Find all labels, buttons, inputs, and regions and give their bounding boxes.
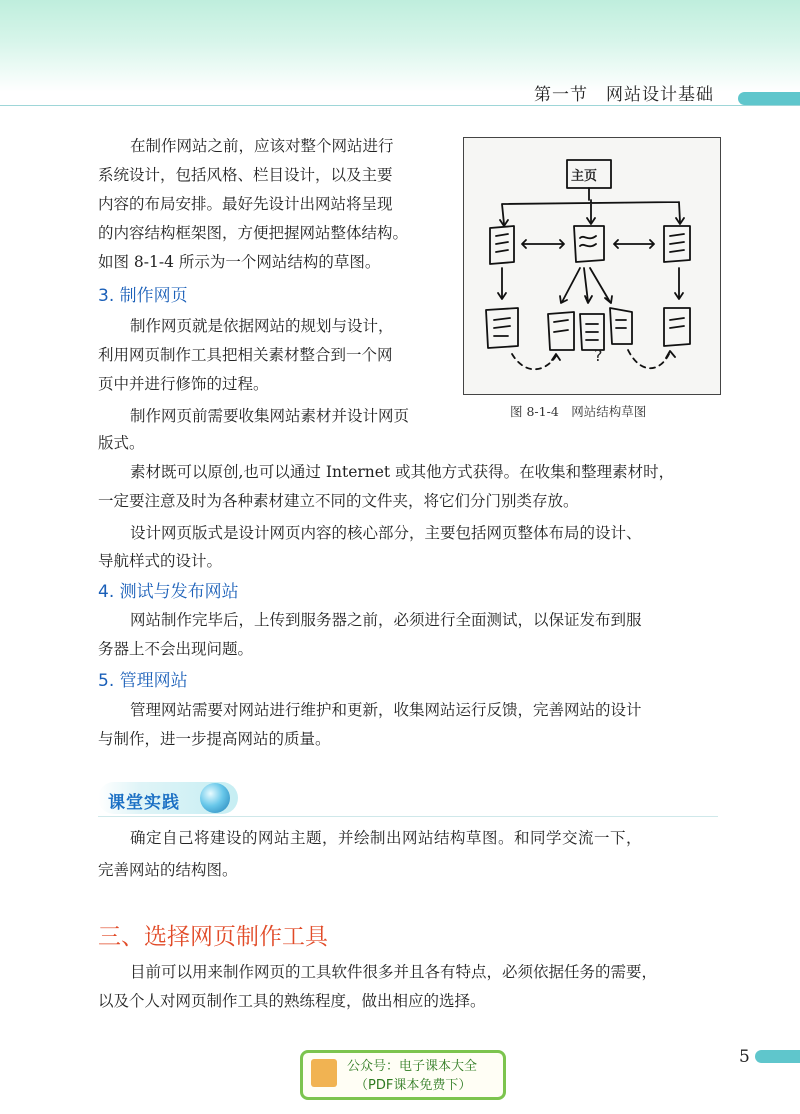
header-accent-bar xyxy=(738,92,800,105)
footer-accent-bar xyxy=(755,1050,800,1063)
page-sketch-center xyxy=(574,226,604,262)
page-sketch-left xyxy=(490,226,514,264)
text-line: 一定要注意及时为各种素材建立不同的文件夹，将它们分门别类存放。 xyxy=(98,492,579,510)
heading-manage-site: 5. 管理网站 xyxy=(98,671,188,691)
page-number: 5 xyxy=(739,1047,750,1067)
text-line: 制作网页就是依据网站的规划与设计， xyxy=(130,317,394,335)
tree-connectors xyxy=(502,188,680,224)
text-line: 确定自己将建设的网站主题，并绘制出网站结构草图。和同学交流一下， xyxy=(130,829,643,847)
section-heading-tools: 三、选择网页制作工具 xyxy=(98,924,328,950)
text-line: 务器上不会出现问题。 xyxy=(98,640,254,658)
globe-icon xyxy=(200,783,230,813)
stamp-line-1: 公众号：电子课本大全 xyxy=(347,1059,478,1074)
text-line: 的内容结构框架图，方便把握网站整体结构。 xyxy=(98,224,409,242)
dashed-link-2 xyxy=(628,350,670,368)
text-line: 与制作，进一步提高网站的质量。 xyxy=(98,730,331,748)
question-mark: ? xyxy=(594,346,603,365)
leaf-page-4 xyxy=(610,308,632,344)
text-line: 页中并进行修饰的过程。 xyxy=(98,375,269,393)
site-structure-sketch xyxy=(463,137,721,395)
down-arrow-left xyxy=(498,268,506,299)
text-line: 利用网页制作工具把相关素材整合到一个网 xyxy=(98,346,393,364)
text-line: 如图 8-1-4 所示为一个网站结构的草图。 xyxy=(98,253,381,271)
text-line: 导航样式的设计。 xyxy=(98,552,223,570)
text-line: 完善网站的结构图。 xyxy=(98,861,238,879)
home-label: 主页 xyxy=(571,169,598,184)
page-sketch-right xyxy=(664,226,690,262)
text-line: 管理网站需要对网站进行维护和更新，收集网站运行反馈，完善网站的设计 xyxy=(130,701,642,719)
text-line: 内容的布局安排。最好先设计出网站将呈现 xyxy=(98,195,393,213)
running-header-title: 第一节 网站设计基础 xyxy=(534,85,714,105)
tree-arrowheads xyxy=(500,218,684,226)
practice-divider xyxy=(98,816,718,817)
leaf-page-1 xyxy=(486,308,518,348)
figure-caption: 图 8-1-4 网站结构草图 xyxy=(510,404,647,419)
down-arrows-center xyxy=(560,268,612,303)
stamp-line-2: （PDF课本免费下） xyxy=(355,1078,472,1093)
dashed-link-1 xyxy=(512,354,556,369)
header-divider xyxy=(0,105,800,106)
heading-test-publish: 4. 测试与发布网站 xyxy=(98,582,239,602)
text-line: 目前可以用来制作网页的工具软件很多并且各有特点，必须依据任务的需要， xyxy=(130,963,658,981)
header-band xyxy=(0,0,800,92)
text-line: 以及个人对网页制作工具的熟练程度，做出相应的选择。 xyxy=(98,992,486,1010)
text-line: 制作网页前需要收集网站素材并设计网页 xyxy=(130,407,410,425)
text-line: 版式。 xyxy=(98,434,145,452)
heading-make-webpage: 3. 制作网页 xyxy=(98,286,188,306)
double-arrow-right xyxy=(614,240,654,248)
book-icon xyxy=(311,1059,337,1087)
down-arrow-right xyxy=(675,268,683,299)
practice-heading: 课堂实践 xyxy=(108,793,180,813)
text-line: 设计网页版式是设计网页内容的核心部分，主要包括网页整体布局的设计、 xyxy=(130,524,642,542)
text-line: 在制作网站之前，应该对整个网站进行 xyxy=(130,137,394,155)
leaf-scribbles xyxy=(494,318,684,340)
dashed-link-heads xyxy=(552,351,675,360)
text-line: 素材既可以原创,也可以通过 Internet 或其他方式获得。在收集和整理素材时， xyxy=(130,463,675,481)
text-line: 系统设计，包括风格、栏目设计，以及主要 xyxy=(98,166,393,184)
watermark-stamp xyxy=(300,1050,506,1100)
double-arrow-left xyxy=(522,240,564,248)
text-line: 网站制作完毕后，上传到服务器之前，必须进行全面测试，以保证发布到服 xyxy=(130,611,642,629)
